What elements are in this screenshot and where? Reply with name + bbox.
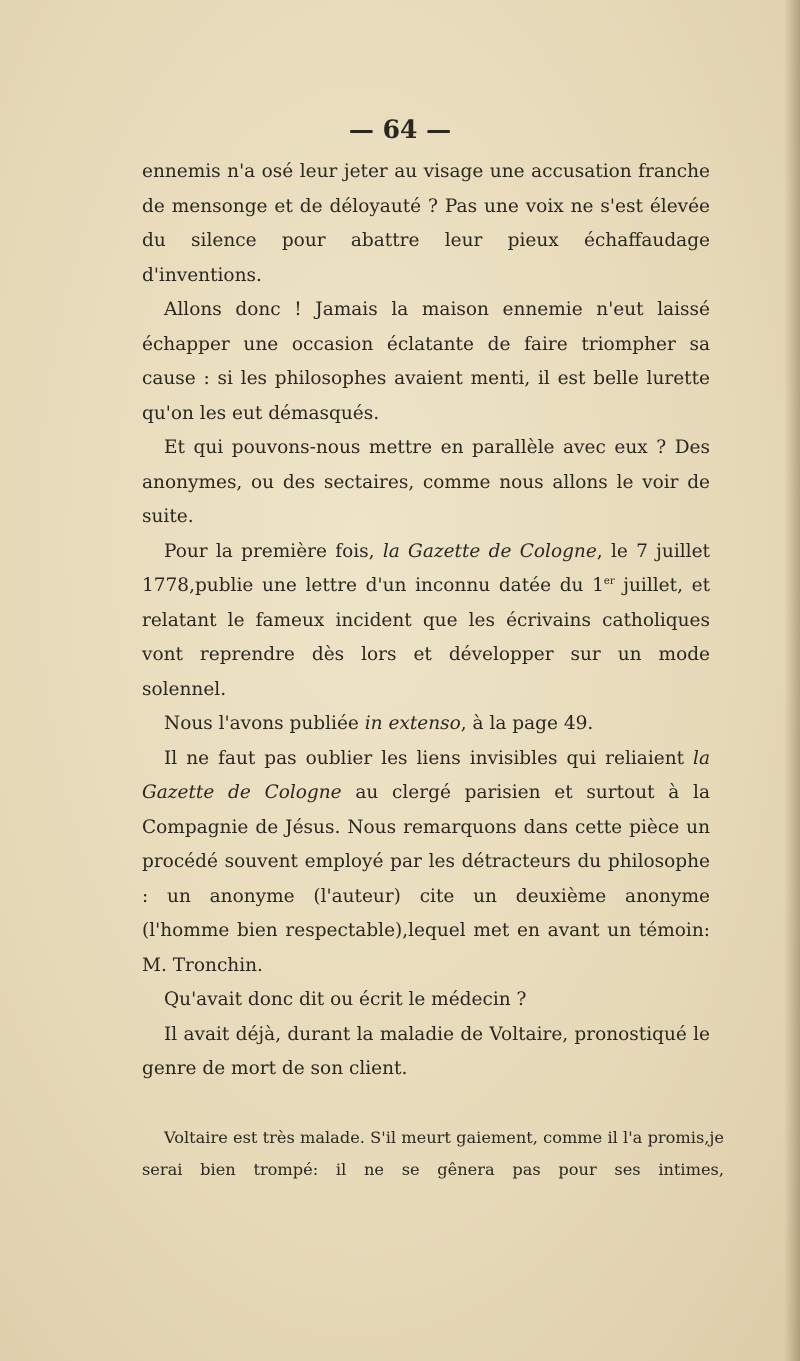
- body-text: [142, 155, 710, 1087]
- paragraph-5: [142, 707, 710, 742]
- paragraph-4-text-c: juillet, et relatant le fameux incident que les écrivains catholiques vont reprendre dès lors et développer sur un mode solennel.: [142, 575, 710, 700]
- paragraph-7: Qu'avait donc dit ou écrit le médecin ?: [164, 989, 527, 1010]
- paragraph-4-text-b: , le 7 juillet 1778,publie une lettre d'un inconnu datée du 1: [142, 540, 710, 596]
- quote-text: Voltaire est très malade. S'il meurt gaiement, comme il l'a promis,je serai bien trompé: il ne se gênera pas pour ses intimes,: [142, 1128, 724, 1179]
- paragraph-6-text-a: Il ne faut pas oublier les liens invisibles qui reliaient: [164, 747, 694, 769]
- page-number: — 64 —: [348, 115, 452, 144]
- paragraph-6: [142, 742, 710, 984]
- paragraph-6-text-b: au clergé parisien et surtout à la Compagnie de Jésus. Nous remarquons dans cette pièce un procédé souvent employé par les détracteurs du philosophe : un anonyme (l'auteur) cite un deuxième anonyme (l'homme bien respectable),lequel met en avant un témoin: M. Tronchin.: [142, 782, 710, 976]
- paragraph-1: ennemis n'a osé leur jeter au visage une accusation franche de mensonge et de déloyauté ? Pas une voix ne s'est élevée du silence pour abattre leur pieux échaffaudage d'inventions.: [142, 161, 710, 286]
- latin-phrase: in extenso: [364, 713, 461, 734]
- ordinal-superscript: er: [603, 575, 615, 587]
- paragraph-4: [142, 535, 710, 708]
- page-edge-shadow: [784, 0, 800, 1361]
- newspaper-title: la Gazette de Cologne: [382, 540, 597, 562]
- paragraph-4-text-a: Pour la première fois,: [164, 540, 383, 562]
- paragraph-3: Et qui pouvons-nous mettre en parallèle avec eux ? Des anonymes, ou des sectaires, comme nous allons le voir de suite.: [142, 437, 710, 527]
- paragraph-5-text-a: Nous l'avons publiée: [164, 713, 365, 734]
- newspaper-title: la Gazette de Cologne: [142, 747, 710, 803]
- quoted-letter: [142, 1122, 724, 1186]
- paragraph-2: Allons donc ! Jamais la maison ennemie n'eut laissé échapper une occasion éclatante de faire triompher sa cause : si les philosophes avaient menti, il est belle lurette qu'on les eut démasqués.: [142, 299, 710, 424]
- paragraph-8: Il avait déjà, durant la maladie de Voltaire, pronostiqué le genre de mort de son client.: [142, 1023, 710, 1079]
- paragraph-5-text-b: , à la page 49.: [460, 713, 594, 734]
